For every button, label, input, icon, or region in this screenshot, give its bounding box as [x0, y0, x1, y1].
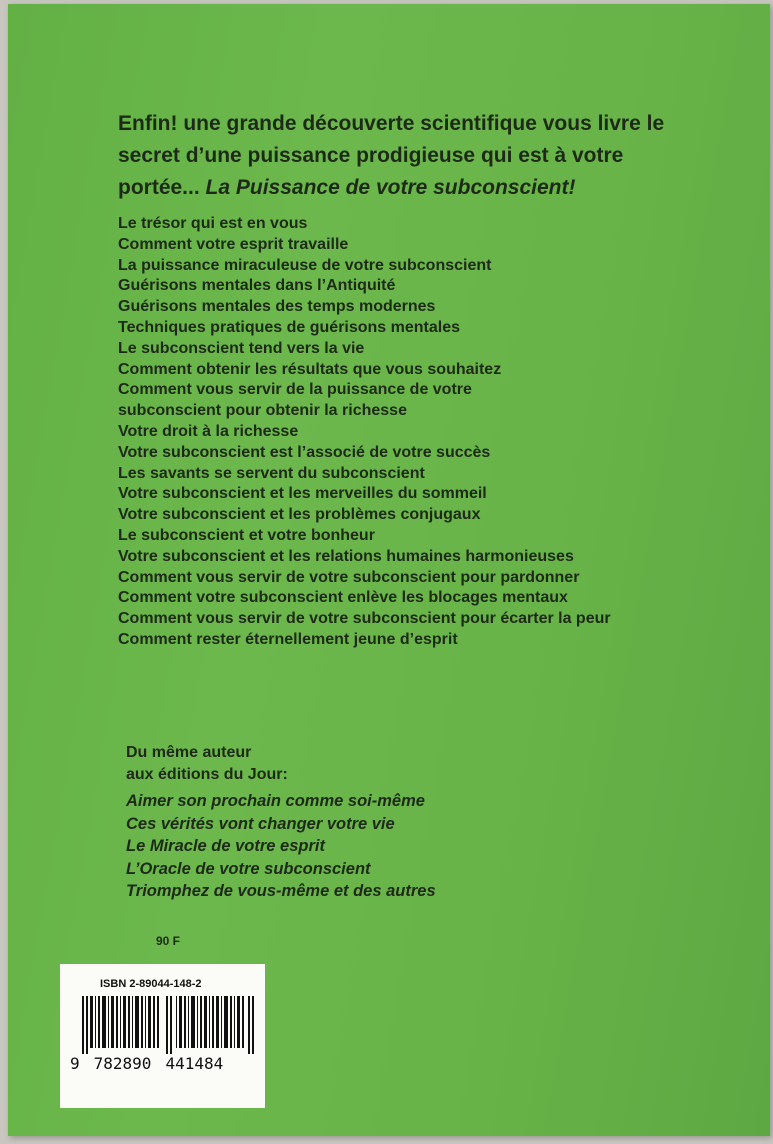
chapter-item: Guérisons mentales des temps modernes — [118, 298, 436, 316]
chapter-item: Votre droit à la richesse — [118, 422, 299, 440]
chapter-item: Votre subconscient et les problèmes conjugaux — [118, 506, 481, 524]
chapter-item: subconscient pour obtenir la richesse — [118, 402, 407, 420]
barcode-digit-group-1: 782890 — [93, 1054, 152, 1073]
chapter-item: Votre subconscient et les merveilles du sommeil — [118, 485, 487, 503]
barcode-digit-group-2: 441484 — [165, 1054, 224, 1073]
barcode-digits — [70, 1054, 260, 1073]
chapter-item: Les savants se servent du subconscient — [118, 464, 425, 482]
intro-line-3 — [118, 172, 718, 204]
work-title: L’Oracle de votre subconscient — [126, 859, 371, 878]
work-title: Triomphez de vous-même et des autres — [126, 882, 436, 900]
book-title-italic: La Puissance de votre subconscient! — [205, 176, 576, 199]
barcode-icon — [82, 996, 262, 1054]
chapter-item: Comment vous servir de votre subconscient pour écarter la peur — [118, 610, 611, 628]
chapter-item: Le trésor qui est en vous — [118, 215, 308, 232]
chapter-item: Votre subconscient est l’associé de votre succès — [118, 443, 491, 461]
same-author-line-1: Du même auteur — [126, 744, 252, 761]
chapter-item: Comment votre subconscient enlève les blocages mentaux — [118, 589, 568, 607]
chapter-item: Comment rester éternellement jeune d’esprit — [118, 630, 458, 648]
chapter-item: Votre subconscient et les relations humaines harmonieuses — [118, 547, 574, 565]
same-author-line-2: aux éditions du Jour: — [126, 766, 288, 783]
same-author-heading — [126, 742, 626, 786]
chapter-item: Le subconscient tend vers la vie — [118, 339, 365, 357]
intro-line-3-plain: portée... — [118, 176, 206, 199]
chapter-item: Comment obtenir les résultats que vous souhaitez — [118, 360, 502, 378]
barcode-digit-first: 9 — [70, 1054, 80, 1073]
intro-line-2: secret d’une puissance prodigieuse qui est à votre — [118, 144, 624, 167]
intro-line-1: Enfin! une grande découverte scientifique vous livre le — [118, 112, 665, 135]
isbn-text: ISBN 2-89044-148-2 — [100, 978, 202, 990]
price-label: 90 F — [156, 934, 181, 948]
chapter-item: Comment vous servir de votre subconscient pour pardonner — [118, 568, 580, 586]
chapter-item: La puissance miraculeuse de votre subconscient — [118, 256, 492, 274]
work-title: Ces vérités vont changer votre vie — [126, 814, 395, 833]
other-works-list — [126, 790, 436, 903]
work-title: Aimer son prochain comme soi-même — [126, 792, 425, 810]
chapter-item: Comment votre esprit travaille — [118, 235, 349, 253]
work-title: Le Miracle de votre esprit — [126, 837, 325, 855]
chapter-item: Comment vous servir de la puissance de votre — [118, 381, 472, 399]
barcode-sticker — [60, 964, 265, 1108]
chapter-item: Le subconscient et votre bonheur — [118, 526, 375, 544]
intro-blurb — [118, 108, 718, 204]
chapter-list — [118, 214, 718, 651]
chapter-item: Guérisons mentales dans l’Antiquité — [118, 277, 396, 295]
chapter-item: Techniques pratiques de guérisons mentales — [118, 318, 461, 336]
